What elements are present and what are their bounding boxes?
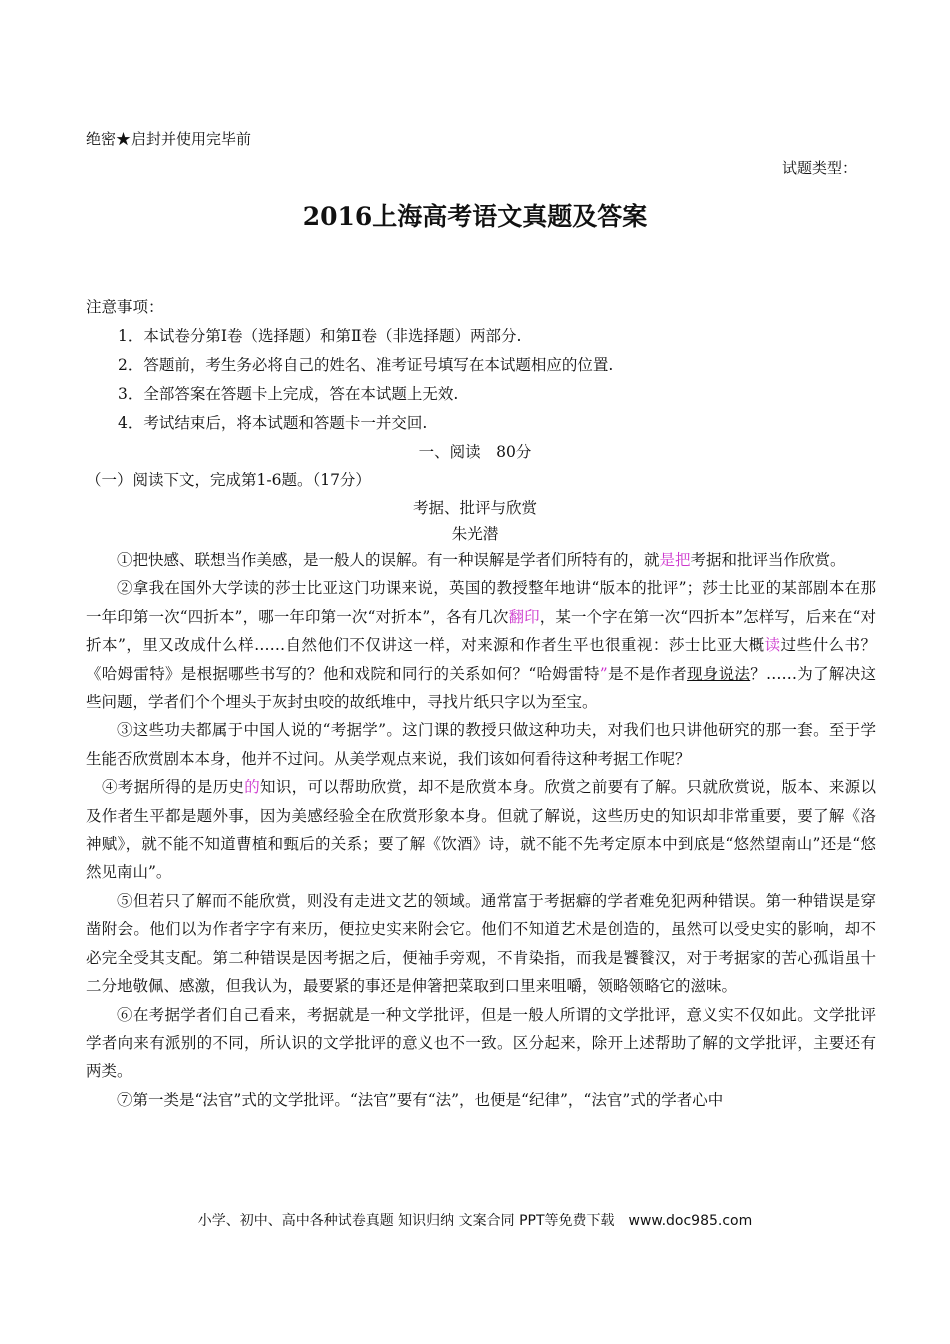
text-run: 过些什么书？《哈姆雷特》是根据哪些书写的？他和戏院和同行的关系如何？“哈姆雷特 <box>86 636 876 683</box>
note-item: 4．考试结束后，将本试题和答题卡一并交回. <box>118 414 428 432</box>
note-item: 3．全部答案在答题卡上完成，答在本试题上无效. <box>118 385 459 403</box>
text-run: 考据和批评当作欣赏。 <box>690 551 846 569</box>
text-run: ，某一个字在第一次“四折本”怎样写，后来在“对折本”，里又改成什么样……自然他们不仅讲这一样，对来源和作者生平也很重视：莎士比亚大概 <box>86 607 876 655</box>
highlighted-text: 是把 <box>659 551 691 569</box>
article-title: 考据、批评与欣赏 <box>412 499 537 517</box>
paragraph-6: ⑥在考据学者们自己看来，考据就是一种文学批评，但是一般人所谓的文学批评，意义实不仅如此。文学批评学者向来有派别的不同，所认识的文学批评的意义也不一致。区分起来，除开上述帮助了解的文学批评，主要还有两类。 <box>86 1005 876 1081</box>
text-run: ①把快感、联想当作美感，是一般人的误解。有一种误解是学者们所特有的，就 <box>117 551 660 569</box>
highlighted-text: ” <box>599 664 608 683</box>
paragraph-4 <box>86 773 876 887</box>
question-type-label: 试题类型： <box>781 159 857 177</box>
highlighted-text: 翻印 <box>508 607 540 626</box>
note-item: 1．本试卷分第Ⅰ卷（选择题）和第Ⅱ卷（非选择题）两部分. <box>118 327 522 345</box>
paragraph-3: ③这些功夫都属于中国人说的“考据学”。这门课的教授只做这种功夫，对我们也只讲他研究的那一套。至于学生能否欣赏剧本本身，他并不过问。从美学观点来说，我们该如何看待这种考据工作呢？ <box>86 721 876 768</box>
text-run: ④考据所得的是历史 <box>102 778 245 797</box>
page-title: 2016上海高考语文真题及答案 <box>302 202 648 231</box>
paragraph-2 <box>86 574 876 716</box>
notes-heading: 注意事项： <box>86 298 164 316</box>
article-body <box>86 546 876 1114</box>
article-author: 朱光潜 <box>451 525 499 543</box>
highlighted-text: 读 <box>764 636 781 655</box>
confidential-notice: 绝密★启封并使用完毕前 <box>86 130 252 148</box>
text-run: ②拿我在国外大学读的莎士比亚这门功课来说，英国的教授整年地讲“版本的批评”；莎士比亚的某部剧本在那一年印第一次“四折本”，哪一年印第一次“对折本”，各有几次 <box>86 579 876 626</box>
highlighted-text: 的 <box>244 778 261 797</box>
text-run: 知识，可以帮助欣赏，却不是欣赏本身。欣赏之前要有了解。只就欣赏说，版本、来源以及作者生平都是题外事，因为美感经验全在欣赏形象本身。但就了解说，这些历史的知识却非常重要，要了解《洛神赋》，就不能不知道曹植和甄后的关系；要了解《饮酒》诗，就不能不先考定原本中到底是“悠然望南山”还是“悠然见南山”。 <box>86 778 876 882</box>
underlined-text: 现身说法 <box>686 664 751 683</box>
footer-text: 小学、初中、高中各种试卷真题 知识归纳 文案合同 PPT等免费下载 www.doc985.com <box>197 1213 753 1229</box>
note-item: 2．答题前，考生务必将自己的姓名、准考证号填写在本试题相应的位置. <box>118 356 614 374</box>
paragraph-1 <box>86 546 876 574</box>
paragraph-7: ⑦第一类是“法官”式的文学批评。“法官”要有“法”，也便是“纪律”，“法官”式的学者心中 <box>117 1090 724 1109</box>
text-run: 是不是作者 <box>607 664 687 683</box>
text-run: ？……为了解决这些问题，学者们个个埋头于灰封虫咬的故纸堆中，寻找片纸只字以为至宝。 <box>86 664 876 712</box>
paragraph-5: ⑤但若只了解而不能欣赏，则没有走进文艺的领域。通常富于考据癖的学者难免犯两种错误。第一种错误是穿凿附会。他们以为作者字字有来历，便拉史实来附会它。他们不知道艺术是创造的，虽然可以受史实的影响，却不必完全受其支配。第二种错误是因考据之后，便袖手旁观，不肯染指，而我是饕餮汉，对于考据家的苦心孤诣虽十二分地敬佩、感激，但我认为，最要紧的事还是伸箸把菜取到口里来咀嚼，领略领略它的滋味。 <box>86 891 876 996</box>
subsection-instruction: （一）阅读下文，完成第1-6题。（17分） <box>86 471 371 489</box>
section-heading: 一、阅读 80分 <box>418 443 532 461</box>
